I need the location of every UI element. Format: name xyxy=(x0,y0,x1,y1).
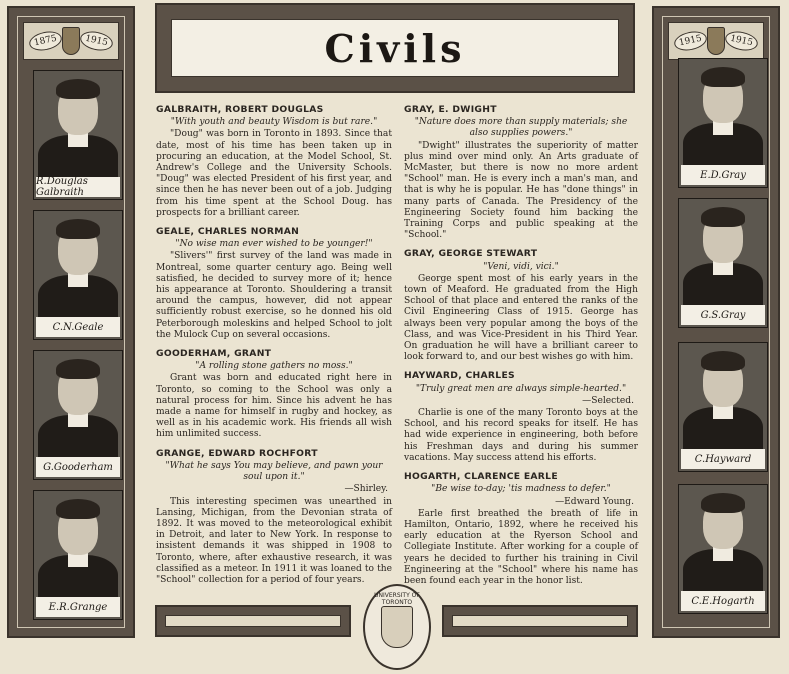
portrait-gray-george xyxy=(678,198,768,328)
crest-icon xyxy=(707,27,725,55)
right-year-badge xyxy=(668,22,764,60)
left-text-column xyxy=(156,104,392,593)
signature-galbraith: R.Douglas Galbraith xyxy=(36,177,120,197)
seal-text: UNIVERSITY OF TORONTO xyxy=(374,592,420,606)
entry-quote: "Veni, vidi, vici." xyxy=(483,261,559,272)
entry-name: GRAY, E. DWIGHT xyxy=(404,104,497,115)
entry-body: Grant was born and educated right here in Toronto, so coming to the School was only a natural process for him. Since his advent he has made a name for himself in rugby and hockey, as well as in his academic work. His friends all wish him unlimited success. xyxy=(156,373,392,440)
entry-body: "Doug" was born in Toronto in 1893. Since that date, most of his time has been taken up in procuring an education, at the Model School, St. Andrew's College and the University Schools. "Doug" was elected President of his first year, and since then he has never been out of a job. Judging from his time spent at the School Doug. has prospects for a brilliant career. xyxy=(156,129,392,218)
entry-gray-dwight xyxy=(404,104,638,241)
entry-quote: "Truly great men are always simple-hearted." xyxy=(415,383,627,394)
entry-body: "Dwight" illustrates the superiority of matter plus mind over mind only. An Arts graduate of McMaster, but there is now no more ardent "School" man. He is every inch a man's man, and that is why he is popular. He has "done things" in many parts of Canada. The Presidency of the Engineering Society found him backing the Training Corps and public speaking at the "School." xyxy=(404,140,638,241)
entry-name: GRANGE, EDWARD ROCHFORT xyxy=(156,447,318,459)
entry-body: This interesting specimen was unearthed in Lansing, Michigan, from the Devonian strata of 1892. It was moved to the meteorological exhibit in Detroit, and later to New York. In response to insistent demands it was shipped in 1908 to Toronto, where, after exhaustive research, it was classified as a meteor. In 1911 it was loaned to the "School" collection for a period of four years. xyxy=(156,496,392,585)
title-frame xyxy=(155,3,635,93)
year-left-start: 1875 xyxy=(27,29,63,53)
entry-name: HOGARTH, CLARENCE EARLE xyxy=(404,471,558,483)
year-right-start: 1915 xyxy=(672,29,708,53)
entry-name: GOODERHAM, GRANT xyxy=(156,348,272,360)
bottom-ornament-left xyxy=(155,605,351,637)
signature-gooderham: G.Gooderham xyxy=(36,457,120,477)
entry-geale xyxy=(156,226,392,341)
entry-quote: "With youth and beauty Wisdom is but rare." xyxy=(170,117,378,128)
portrait-geale xyxy=(33,210,123,340)
portrait-grange xyxy=(33,490,123,620)
left-year-badge xyxy=(23,22,119,60)
entry-name: GEALE, CHARLES NORMAN xyxy=(156,226,300,238)
entry-grange xyxy=(156,448,392,586)
signature-hogarth: C.E.Hogarth xyxy=(681,591,765,611)
entry-body: Earle first breathed the breath of life in Hamilton, Ontario, 1892, where he received his early education at the Ryerson School and Collegiate Institute. After working for a couple of years he decided to further his training in Civil Engineering at the "School" where his name has been found each year in the honor list. xyxy=(404,508,638,586)
entry-quote: "Nature does more than supply materials; she also supplies powers." xyxy=(414,117,628,139)
signature-geale: C.N.Geale xyxy=(36,317,120,337)
entry-attribution: —Shirley. xyxy=(344,484,388,495)
entry-body: Charlie is one of the many Toronto boys at the School, and his record speaks for itself. He has had wide experience in engineering, both before his Freshman days and during his summer vacations. May success attend his efforts. xyxy=(404,408,638,463)
right-border-column xyxy=(652,6,780,638)
bottom-ornament-right xyxy=(442,605,638,637)
entry-attribution: —Selected. xyxy=(582,395,634,406)
entry-name: GRAY, GEORGE STEWART xyxy=(404,248,538,260)
year-left-end: 1915 xyxy=(79,29,115,53)
entry-attribution: —Edward Young. xyxy=(555,496,634,507)
year-right-end: 1915 xyxy=(724,29,760,53)
portrait-gray-dwight xyxy=(678,58,768,188)
signature-hayward: C.Hayward xyxy=(681,449,765,469)
entry-quote: "A rolling stone gathers no moss." xyxy=(195,361,353,372)
portrait-galbraith xyxy=(33,70,123,200)
left-border-column xyxy=(7,6,135,638)
entry-quote: "What he says You may believe, and pawn your soul upon it." xyxy=(165,460,383,483)
signature-gray-dwight: E.D.Gray xyxy=(681,165,765,185)
portrait-hogarth xyxy=(678,484,768,614)
entry-body: "Slivers'" first survey of the land was made in Montreal, some quarter century ago. Being well satisfied, he decided to survey more of it; hence his appearance at Toronto. Shouldering a transit around the campus, however, did not appear sufficiently robust exercise, so he donned his old Peterborough moleskins and helped School to jolt the Mulock Cup on several occasions. xyxy=(156,251,392,340)
signature-grange: E.R.Grange xyxy=(36,597,120,617)
entry-body: George spent most of his early years in the town of Meaford. He graduated from the High School of that place and entered the ranks of the Civil Engineering Class of 1915. George has always been very popular among the boys of the Class, and was Vice-President in his Third Year. On graduation he will have a brilliant career to look forward to, and our best wishes go with him. xyxy=(404,273,638,363)
university-seal xyxy=(363,584,431,670)
right-text-column xyxy=(404,104,638,594)
entry-galbraith xyxy=(156,104,392,219)
entry-quote: "No wise man ever wished to be younger!" xyxy=(175,239,373,250)
crest-icon xyxy=(62,27,80,55)
entry-gray-george xyxy=(404,248,638,363)
shield-icon xyxy=(381,606,413,648)
portrait-hayward xyxy=(678,342,768,472)
signature-gray-george: G.S.Gray xyxy=(681,305,765,325)
page-title: Civils xyxy=(324,25,466,71)
entry-name: HAYWARD, CHARLES xyxy=(404,370,515,382)
entry-hayward xyxy=(404,370,638,464)
entry-hogarth xyxy=(404,471,638,587)
entry-gooderham xyxy=(156,348,392,441)
entry-quote: "Be wise to-day; 'tis madness to defer." xyxy=(431,484,611,495)
portrait-gooderham xyxy=(33,350,123,480)
entry-name: GALBRAITH, ROBERT DOUGLAS xyxy=(156,104,324,115)
